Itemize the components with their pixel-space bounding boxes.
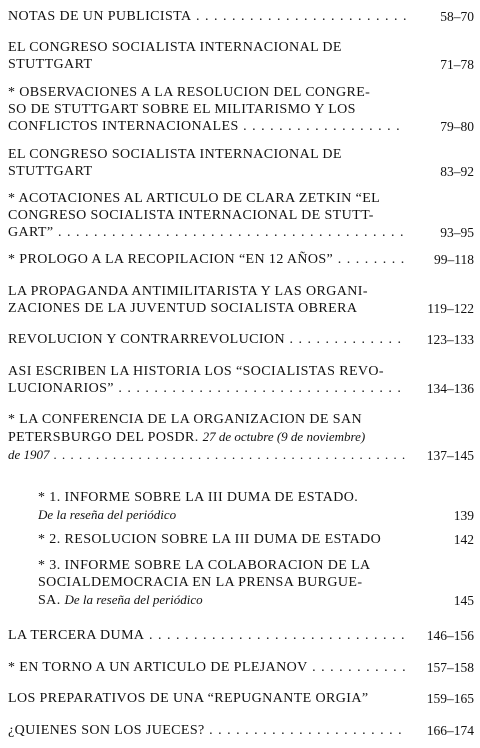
- toc-entry-propaganda-antimilitarista[interactable]: [8, 283, 474, 317]
- title-line: CONGRESO SOCIALISTA INTERNACIONAL DE STUTT-: [8, 208, 374, 223]
- toc-entry-congreso-stuttgart[interactable]: [8, 39, 474, 73]
- page-range: 119–122: [427, 301, 474, 316]
- page-range: 145: [453, 593, 474, 608]
- page-range: 83–92: [440, 164, 474, 179]
- source-note: De la reseña del periódico: [64, 592, 203, 607]
- page-range: 159–165: [426, 691, 474, 706]
- title-line: STUTTGART: [8, 164, 93, 179]
- toc-entry-title: [8, 722, 406, 739]
- toc-entry-prologo-recopilacion[interactable]: [8, 251, 474, 268]
- title-line: * OBSERVACIONES A LA RESOLUCION DEL CONGRE-: [8, 85, 371, 100]
- page-range: 123–133: [426, 332, 474, 347]
- toc-entry-title: [8, 283, 406, 317]
- title-line: ¿QUIENES SON LOS JUECES? . . .: [8, 723, 406, 738]
- toc-subentry-informe-iii-duma[interactable]: [38, 489, 474, 524]
- title-line: EL CONGRESO SOCIALISTA INTERNACIONAL DE: [8, 147, 342, 162]
- page-range: 139: [453, 508, 474, 523]
- title-line: * 2. RESOLUCION SOBRE LA III DUMA DE ESTADO: [38, 532, 382, 547]
- page-range: 166–174: [426, 723, 474, 738]
- toc-entry-quienes-son-los-jueces[interactable]: [8, 722, 474, 739]
- page-range: 79–80: [440, 119, 474, 134]
- title-line: NOTAS DE UN PUBLICISTA . . .: [8, 9, 406, 24]
- toc-entry-preparativos-orgia[interactable]: [8, 690, 474, 707]
- toc-entry-title: [8, 627, 406, 644]
- toc-entry-title: [8, 84, 406, 135]
- page-range: 93–95: [440, 225, 474, 240]
- toc-entry-title: [8, 39, 406, 73]
- toc-entry-asi-escriben-la-historia[interactable]: [8, 363, 474, 397]
- date-note: 27 de octubre (9 de noviembre): [202, 429, 366, 444]
- toc-entry-notas-de-un-publicista[interactable]: [8, 8, 474, 25]
- title-line: LOS PREPARATIVOS DE UNA “REPUGNANTE ORGIA”: [8, 691, 369, 706]
- title-line: * 3. INFORME SOBRE LA COLABORACION DE LA: [38, 558, 371, 573]
- toc-entry-title: [8, 251, 406, 268]
- toc-entry-title: [8, 190, 406, 241]
- toc-entry-revolucion-contrarrevolucion[interactable]: [8, 331, 474, 348]
- title-line: PETERSBURGO DEL POSDR.: [8, 430, 199, 445]
- toc-entry-articulo-plejanov[interactable]: [8, 659, 474, 676]
- page-range: 58–70: [440, 9, 474, 24]
- title-line: LUCIONARIOS” . . .: [8, 381, 406, 396]
- toc-entry-title: [8, 146, 406, 180]
- title-line: ASI ESCRIBEN LA HISTORIA LOS “SOCIALISTAS REVO-: [8, 364, 384, 379]
- date-note: de 1907 . . .: [8, 447, 406, 462]
- title-line: * EN TORNO A UN ARTICULO DE PLEJANOV . . .: [8, 660, 406, 675]
- title-line: * ACOTACIONES AL ARTICULO DE CLARA ZETKIN “EL: [8, 191, 381, 206]
- title-line: SA.: [38, 593, 61, 608]
- toc-entry-title: [8, 411, 406, 464]
- title-line: * 1. INFORME SOBRE LA III DUMA DE ESTADO.: [38, 490, 359, 505]
- page-range: 71–78: [440, 57, 474, 72]
- toc-entry-title: [8, 331, 406, 348]
- title-line: LA PROPAGANDA ANTIMILITARISTA Y LAS ORGANI-: [8, 284, 368, 299]
- title-line: SO DE STUTTGART SOBRE EL MILITARISMO Y LOS: [8, 102, 356, 117]
- toc-entry-conferencia-san-petersburgo[interactable]: [8, 411, 474, 464]
- title-line: CONFLICTOS INTERNACIONALES . . .: [8, 119, 406, 134]
- title-line: SOCIALDEMOCRACIA EN LA PRENSA BURGUE-: [38, 575, 363, 590]
- toc-entry-title: [8, 690, 406, 707]
- title-line: * LA CONFERENCIA DE LA ORGANIZACION DE SAN: [8, 412, 362, 427]
- title-line: STUTTGART: [8, 57, 93, 72]
- page-range: 146–156: [426, 628, 474, 643]
- title-line: EL CONGRESO SOCIALISTA INTERNACIONAL DE: [8, 40, 342, 55]
- source-note: De la reseña del periódico: [38, 507, 177, 522]
- page-range: 134–136: [426, 381, 474, 396]
- toc-entry-title: [8, 363, 406, 397]
- toc-entry-title: [38, 557, 410, 609]
- title-line: LA TERCERA DUMA . . .: [8, 628, 406, 643]
- title-line: REVOLUCION Y CONTRARREVOLUCION . . .: [8, 332, 406, 347]
- page-range: 157–158: [426, 660, 474, 675]
- toc-entry-observaciones-resolucion[interactable]: [8, 84, 474, 135]
- toc-entry-acotaciones-zetkin[interactable]: [8, 190, 474, 241]
- title-line: ZACIONES DE LA JUVENTUD SOCIALISTA OBRERA: [8, 301, 358, 316]
- page-range: 142: [453, 532, 474, 547]
- toc-entry-title: [8, 8, 406, 25]
- page-range: 99–118: [434, 252, 474, 267]
- toc-subentry-resolucion-iii-duma[interactable]: [38, 531, 474, 548]
- toc-entry-congreso-stuttgart-2[interactable]: [8, 146, 474, 180]
- toc-entry-title: [38, 489, 410, 524]
- title-line: * PROLOGO A LA RECOPILACION “EN 12 AÑOS” . . .: [8, 252, 406, 267]
- toc-entry-title: [38, 531, 410, 548]
- page-range: 137–145: [426, 448, 474, 463]
- toc-subentry-informe-colaboracion[interactable]: [38, 557, 474, 609]
- toc-entry-title: [8, 659, 406, 676]
- title-line: GART” . . .: [8, 225, 406, 240]
- toc-entry-tercera-duma[interactable]: [8, 627, 474, 644]
